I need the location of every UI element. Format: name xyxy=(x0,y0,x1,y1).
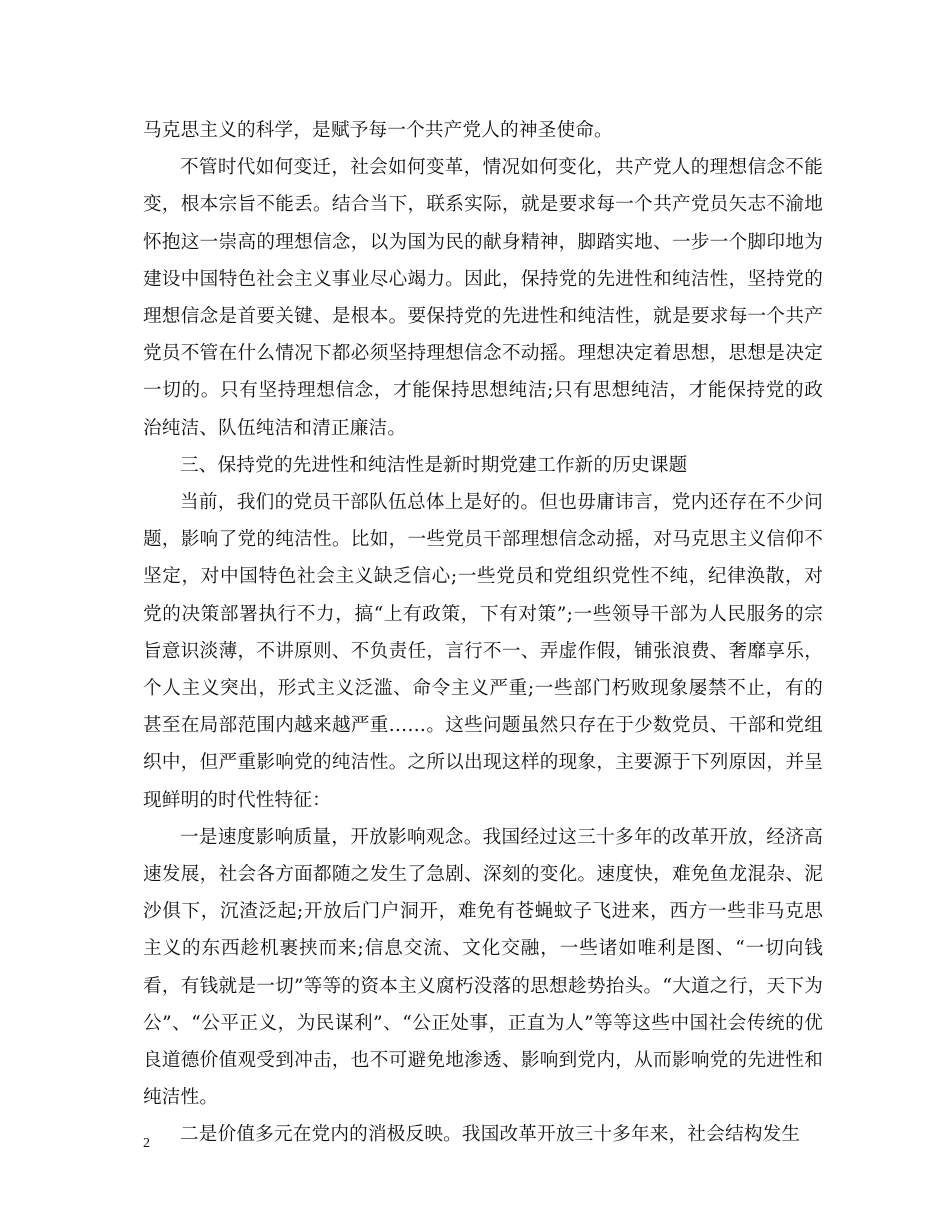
paragraph-problems: 当前，我们的党员干部队伍总体上是好的。但也毋庸讳言，党内还存在不少问题，影响了党的纯洁性。比如，一些党员干部理想信念动摇，对马克思主义信仰不坚定，对中国特色社会主义缺乏信心;一些党员和党组织党性不纯，纪律涣散，对党的决策部署执行不力，搞“上有政策，下有对策”;一些领导干部为人民服务的宗旨意识淡薄，不讲原则、不负责任，言行不一、弄虚作假，铺张浪费、奢靡享乐，个人主义突出，形式主义泛滥、命令主义严重;一些部门朽败现象屡禁不止，有的甚至在局部范围内越来越严重……。这些问题虽然只存在于少数党员、干部和党组织中，但严重影响党的纯洁性。之所以出现这样的现象，主要源于下列原因，并呈现鲜明的时代性特征： xyxy=(143,492,823,811)
section-heading: 三、保持党的先进性和纯洁性是新时期党建工作新的历史课题 xyxy=(180,454,688,476)
paragraph-reason-one: 一是速度影响质量，开放影响观念。我国经过这三十多年的改革开放，经济高速发展，社会各方面都随之发生了急剧、深刻的变化。速度快，难免鱼龙混杂、泥沙俱下，沉渣泛起;开放后门户洞开，难免有苍蝇蚊子飞进来，西方一些非马克思主义的东西趁机裹挟而来;信息交流、文化交融，一些诸如唯利是图、“一切向钱看，有钱就是一切”等等的资本主义腐朽没落的思想趁势抬头。“大道之行，天下为公”、“公平正义，为民谋利”、“公正处事，正直为人”等等这些中国社会传统的优良道德价值观受到冲击，也不可避免地渗透、影响到党内，从而影响党的先进性和纯洁性。 xyxy=(143,826,823,1109)
document-body xyxy=(143,112,823,1154)
page-number: 2 xyxy=(143,1136,150,1151)
paragraph-ideals: 不管时代如何变迁，社会如何变革，情况如何变化，共产党人的理想信念不能变，根本宗旨不能丢。结合当下，联系实际，就是要求每一个共产党员矢志不渝地怀抱这一崇高的理想信念，以为国为民的献身精神，脚踏实地、一步一个脚印地为建设中国特色社会主义事业尽心竭力。因此，保持党的先进性和纯洁性，坚持党的理想信念是首要关键、是根本。要保持党的先进性和纯洁性，就是要求每一个共产党员不管在什么情况下都必须坚持理想信念不动摇。理想决定着思想，思想是决定一切的。只有坚持理想信念，才能保持思想纯洁;只有思想纯洁，才能保持党的政治纯洁、队伍纯洁和清正廉洁。 xyxy=(143,157,823,439)
paragraph-reason-two: 二是价值多元在党内的消极反映。我国改革开放三十多年来，社会结构发生 xyxy=(180,1124,801,1146)
paragraph-continuation: 马克思主义的科学，是赋予每一个共产党人的神圣使命。 xyxy=(143,120,613,141)
